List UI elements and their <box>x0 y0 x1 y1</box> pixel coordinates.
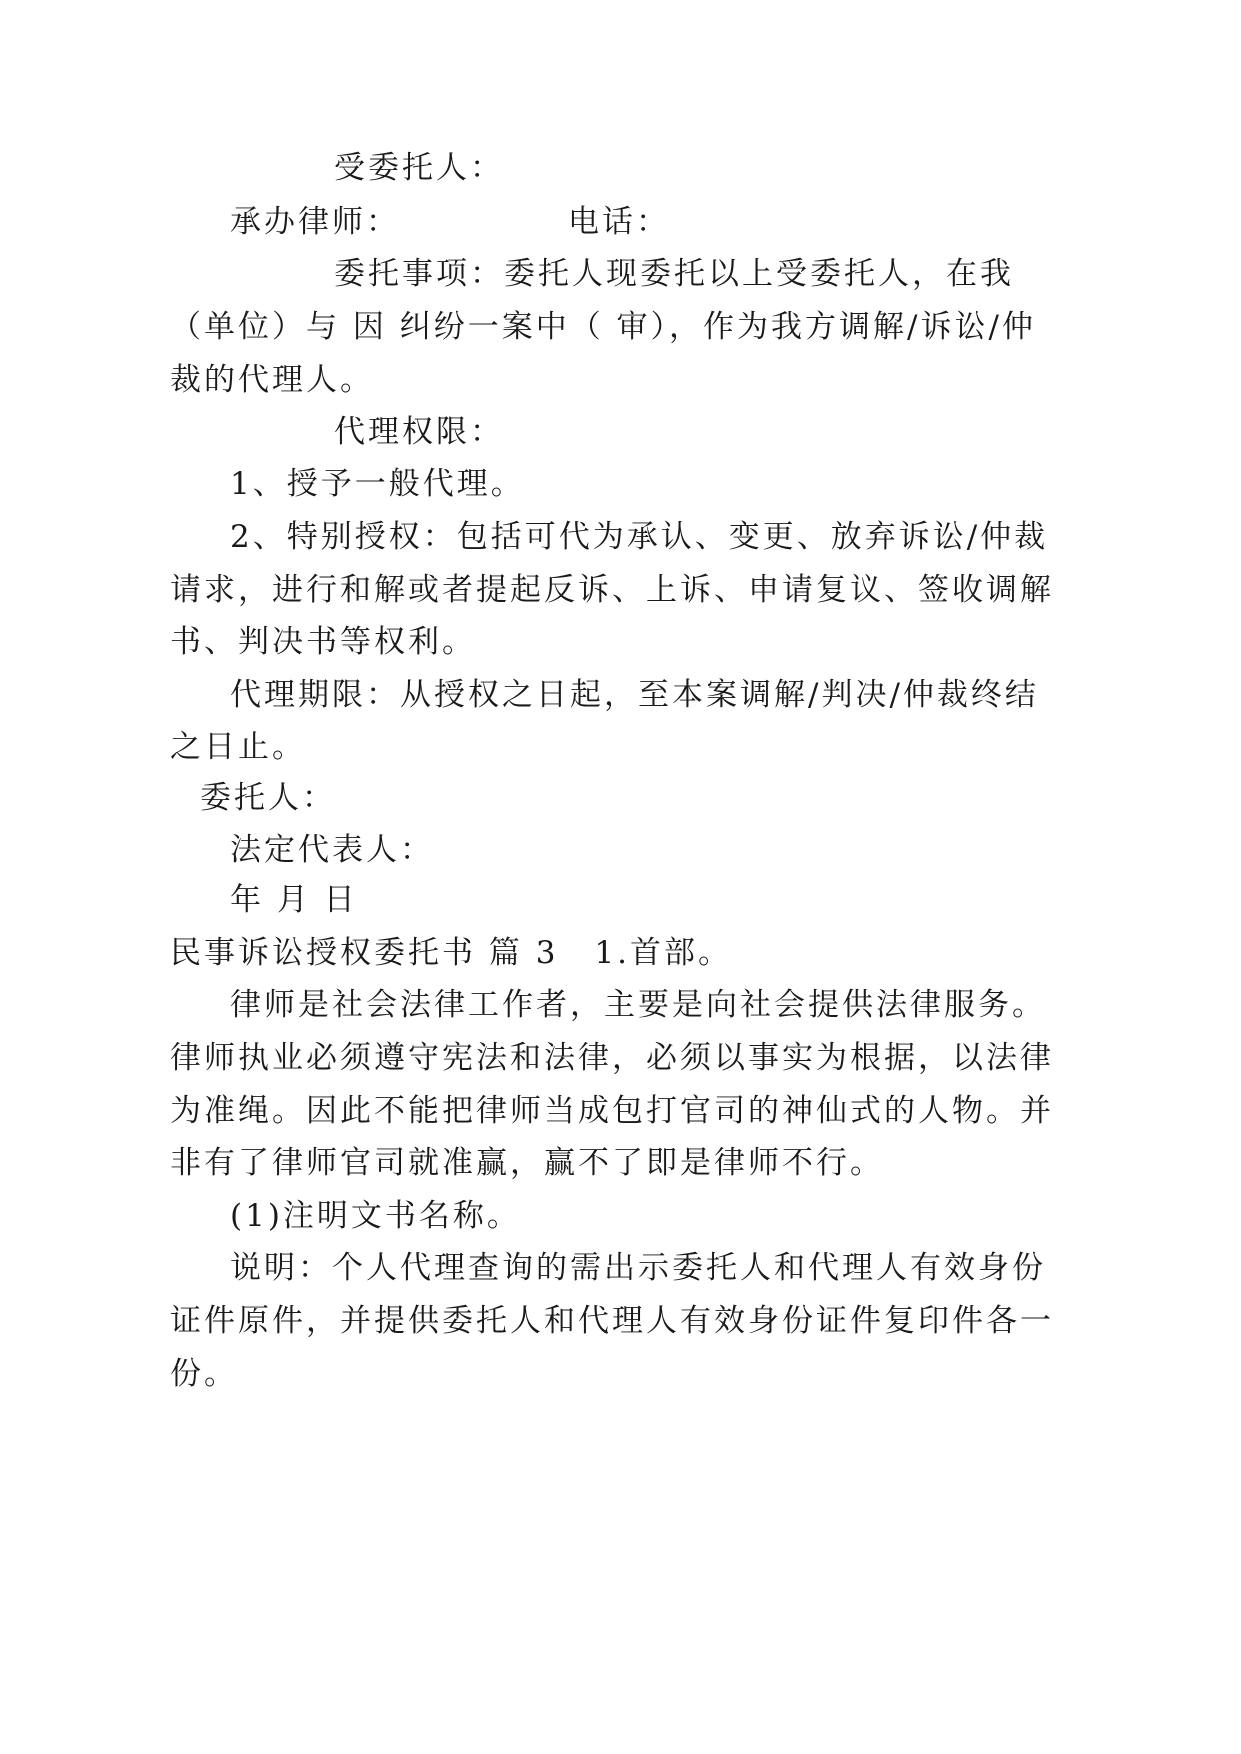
para1-line-2: 律师执业必须遵守宪法和法律，必须以事实为根据，以法律 <box>170 1040 1054 1076</box>
term-line-2: 之日止。 <box>170 729 306 765</box>
para1-line-1: 律师是社会法律工作者，主要是向社会提供法律服务。 <box>230 987 1046 1023</box>
date-line: 年 月 日 <box>230 882 358 918</box>
note-line-3: 份。 <box>170 1356 238 1392</box>
para1-line-3: 为准绳。因此不能把律师当成包打官司的神仙式的人物。并 <box>170 1093 1054 1129</box>
matter-line-3: 裁的代理人。 <box>170 362 374 398</box>
para1-line-4: 非有了律师官司就准赢，赢不了即是律师不行。 <box>170 1145 884 1181</box>
section-heading <box>170 933 732 973</box>
matter-line-2: （单位）与 因 纠纷一案中（ 审），作为我方调解/诉讼/仲 <box>170 309 1036 345</box>
principal-label: 委托人： <box>200 780 336 816</box>
authority-item-2-line-3: 书、判决书等权利。 <box>170 624 476 660</box>
authority-heading: 代理权限： <box>334 414 504 450</box>
authority-item-2-line-1: 2、特别授权：包括可代为承认、变更、放弃诉讼/仲裁 <box>230 519 1049 555</box>
lawyer-label: 承办律师： <box>230 204 400 240</box>
authority-item-1: 1、授予一般代理。 <box>230 466 525 502</box>
note-line-2: 证件原件，并提供委托人和代理人有效身份证件复印件各一 <box>170 1303 1054 1339</box>
matter-line-1: 委托事项：委托人现委托以上受委托人，在我 <box>334 256 1014 292</box>
section-title: 民事诉讼授权委托书 篇 3 <box>170 935 559 971</box>
entrusted-label: 受委托人： <box>334 150 504 186</box>
legal-rep-label: 法定代表人： <box>230 832 434 868</box>
item-name: (1)注明文书名称。 <box>230 1198 521 1234</box>
note-line-1: 说明：个人代理查询的需出示委托人和代理人有效身份 <box>230 1250 1046 1286</box>
authority-item-2-line-2: 请求，进行和解或者提起反诉、上诉、申请复议、签收调解 <box>170 572 1054 608</box>
lawyer-phone-line <box>230 202 670 242</box>
term-line-1: 代理期限：从授权之日起，至本案调解/判决/仲裁终结 <box>230 677 1039 713</box>
phone-label: 电话： <box>568 204 670 240</box>
section-sub: 1.首部。 <box>594 935 733 971</box>
